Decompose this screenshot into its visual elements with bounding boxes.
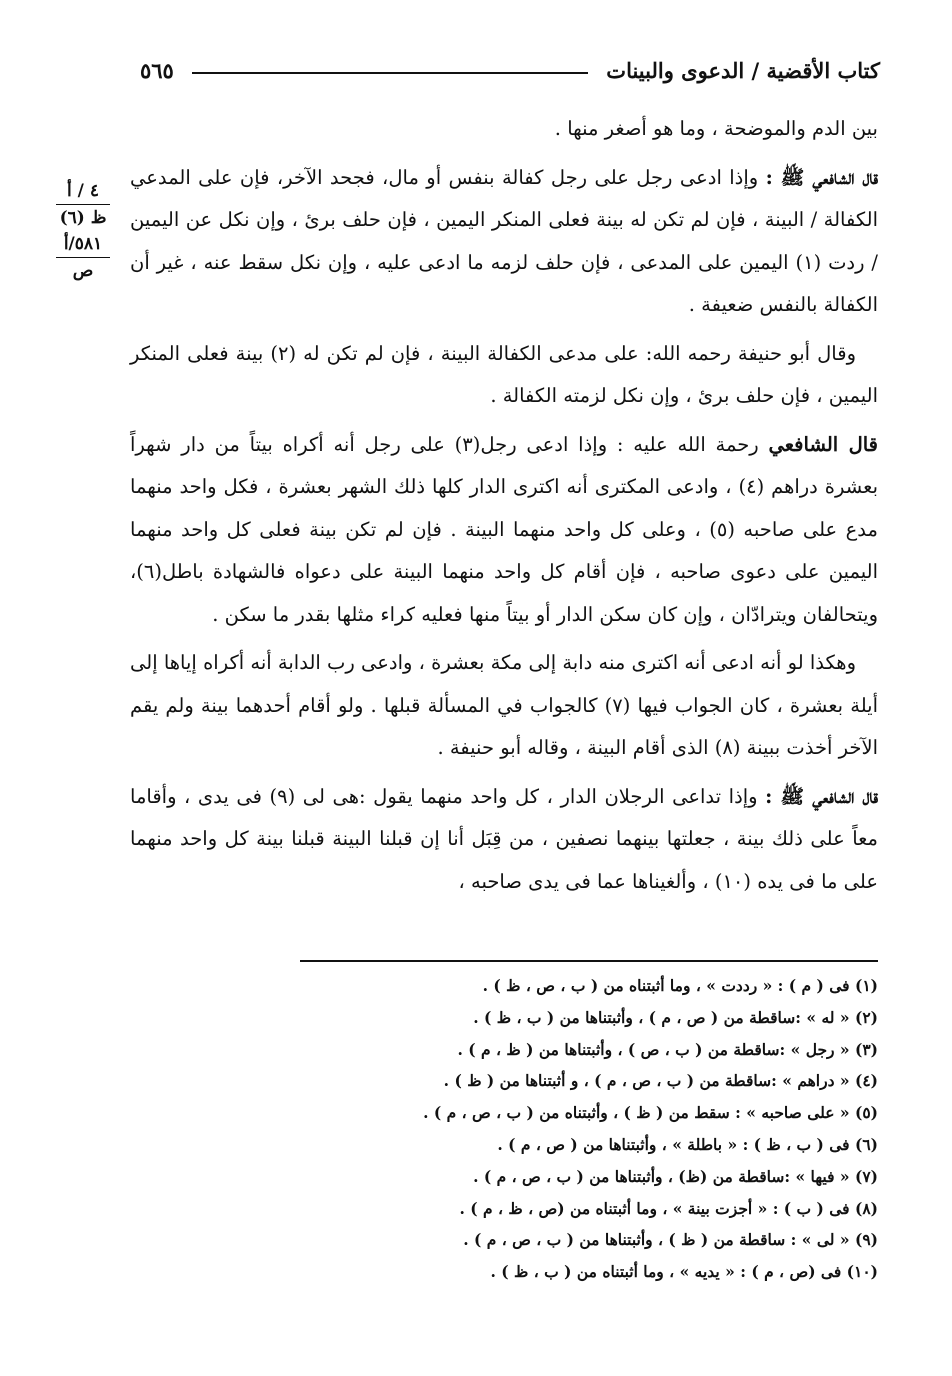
footnote: (٢) « له » :ساقطة من ( ص ، م ) ، وأثبتناها من ( ب ، ظ ) .: [473, 1007, 878, 1027]
footnote: (٥) « على صاحبه » : سقط من ( ظ ) ، وأثبتناه من ( ب ، ص ، م ) .: [423, 1103, 878, 1123]
header-rule: [192, 72, 588, 74]
page-number: ٥٦٥: [140, 58, 174, 83]
paragraph-lead: قال الشافعي: [768, 432, 878, 456]
book-title: كتاب الأقضية / الدعوى والبينات: [606, 58, 880, 83]
paragraph-text: وإذا ادعى رجل على رجل كفالة بنفس أو مال، فجحد الآخر، فإن على المدعي الكفالة / البينة ، فإن لم تكن له بينة فعلى المنكر اليمين ، فإن حلف برئ ، وإن نكل عن اليمين / ردت (١) اليمين على المدعى ، فإن حلف لزمه ما ادعى عليه ، وإن نكل سقط عنه ، غير أن الكفالة بالنفس ضعيفة .: [130, 165, 878, 316]
footnote: (١٠) فى (ص ، م ) : « يديه » ، وما أثبتناه من ( ب ، ظ ) .: [490, 1262, 878, 1282]
paragraph: [130, 157, 878, 327]
paragraph-text: وقال أبو حنيفة رحمه الله: على مدعى الكفالة البينة ، فإن لم تكن له (٢) بينة فعلى المنكر اليمين ، فإن حلف برئ ، وإن نكل لزمته الكفالة .: [130, 341, 878, 407]
paragraph-text: وهكذا لو أنه ادعى أنه اكترى منه دابة إلى مكة بعشرة ، وادعى رب الدابة أنه أكراه إياها إلى أيلة بعشرة ، كان الجواب فيها (٧) كالجواب في المسألة قبلها . ولو أقام أحدهما بينة ولم يقم الآخر أخذت ببينة (٨) الذى أقام البينة ، وقاله أبو حنيفة .: [130, 651, 878, 759]
margin-ref: ص: [72, 261, 94, 281]
margin-ref: ٥٨١/أ: [56, 231, 110, 258]
footnote: (٨) فى ( ب ) : « أجزت بينة » ، وما أثبتناه من (ص ، ظ ، م ) .: [459, 1198, 878, 1218]
paragraph: [130, 776, 878, 904]
paragraph: [130, 424, 878, 637]
paragraph-text: وإذا تداعى الرجلان الدار ، كل واحد منهما يقول :هى لى (٩) فى يدى ، وأقاما معاً على ذلك بينة ، جعلتها بينهما نصفين ، من قِبَل أنا إن قبلنا البينة قبلنا بينة كل واحد منهما على ما فى يده (١٠) ، وألغيناها عما فى يدى صاحبه ،: [130, 784, 878, 893]
paragraph-text: بين الدم والموضحة ، وما هو أصغر منها .: [554, 117, 878, 140]
manuscript-margin-refs: [56, 178, 110, 284]
footnote-separator: [300, 960, 878, 962]
footnote: (٩) « لى » : ساقطة من ( ظ ) ، وأثبتناها من ( ب ، ص ، م ) .: [463, 1230, 878, 1250]
paragraph: [130, 108, 878, 151]
footnote: (٤) « دراهم » :ساقطة من ( ب ، ص ، م ) ، و أثبتناها من ( ظ ) .: [443, 1071, 878, 1091]
paragraph-text: رحمة الله عليه : وإذا ادعى رجل(٣) على رجل أنه أكراه بيتاً من دار شهراً بعشرة دراهم (٤) ، وادعى المكترى أنه اكترى الدار كلها ذلك الشهر بعشرة ، فكل واحد منهما مدع على صاحبه (٥) ، وعلى كل واحد منهما البينة . فإن لم تكن بينة فعلى كل واحد منهما اليمين على دعوى صاحبه ، فإن أقام كل واحد منهما البينة على دعواه فالشهادة باطل(٦)، ويتحالفان ويترادّان ، وإن كان سكن الدار أو بيتاً منها فعليه كراء مثلها بقدر ما سكن .: [130, 432, 878, 626]
paragraph-lead: قال الشافعي ﷺ :: [765, 165, 879, 189]
running-header: [140, 52, 880, 88]
footnote: (٦) فى ( ب ، ظ ) : « باطلة » ، وأثبتناها من ( ص ، م ) .: [497, 1134, 878, 1154]
footnotes: [300, 970, 878, 1288]
margin-ref: ٤ / أ: [56, 178, 110, 205]
margin-ref: ظ (٦): [59, 208, 107, 228]
paragraph: [130, 642, 878, 770]
paragraph-lead: قال الشافعي ﷺ :: [765, 784, 879, 808]
main-text: [130, 108, 878, 909]
footnote: (٧) « فيها » :ساقطة من (ظ) ، وأثبتناها من ( ب ، ص ، م ) .: [473, 1166, 878, 1186]
footnote: (١) فى ( م ) : « رددت » ، وما أثبتناه من ( ب ، ص ، ظ ) .: [482, 976, 878, 995]
paragraph: [130, 333, 878, 418]
footnote: (٣) « رجل » :ساقطة من ( ب ، ص ) ، وأثبتناها من ( ظ ، م ) .: [457, 1039, 878, 1059]
